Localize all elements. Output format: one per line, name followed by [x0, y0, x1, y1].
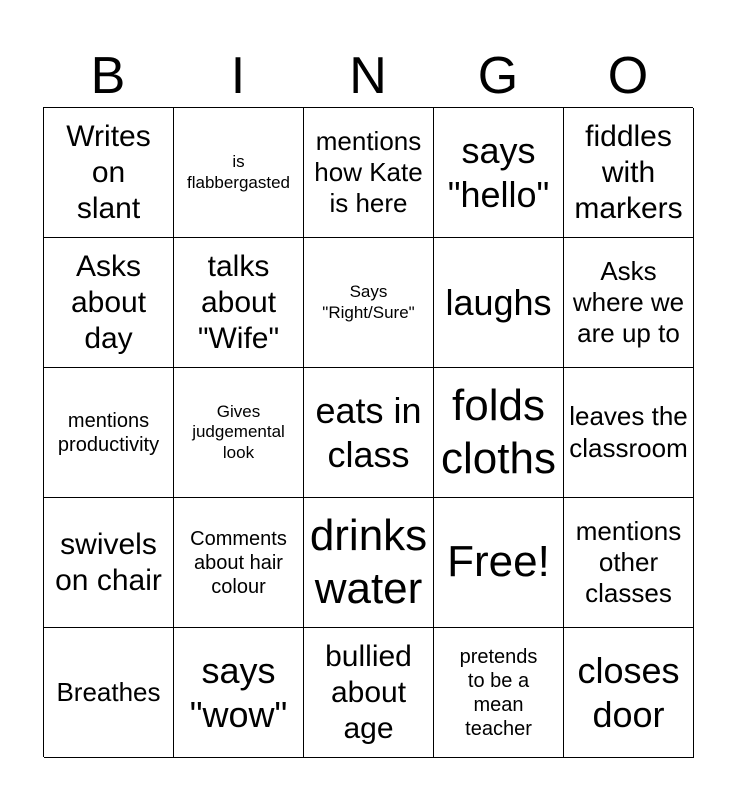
- header-letter-n: N: [349, 47, 387, 105]
- bingo-cell-r1c3[interactable]: [304, 108, 434, 238]
- cell-label: closes door: [577, 650, 680, 735]
- cell-label: swivels on chair: [55, 527, 162, 597]
- bingo-cell-r4c2[interactable]: [174, 498, 304, 628]
- bingo-cell-r2c4[interactable]: [434, 238, 564, 368]
- bingo-cell-r4c3[interactable]: [304, 498, 434, 628]
- bingo-cell-r5c1[interactable]: [44, 628, 174, 758]
- header-letter-g: G: [477, 47, 519, 105]
- cell-label: mentions how Kate is here: [314, 125, 423, 219]
- cell-label: bullied about age: [325, 639, 412, 745]
- header-letter-b: B: [90, 47, 126, 105]
- cell-label: leaves the classroom: [569, 401, 688, 463]
- bingo-cell-r3c3[interactable]: [304, 368, 434, 498]
- bingo-cell-r1c1[interactable]: [44, 108, 174, 238]
- cell-label: Writes on slant: [66, 119, 151, 225]
- cell-label: drinks water: [309, 510, 428, 613]
- cell-label: laughs: [445, 281, 552, 323]
- cell-label: Asks about day: [70, 249, 147, 355]
- bingo-cell-r2c2[interactable]: [174, 238, 304, 368]
- bingo-cell-r2c3[interactable]: [304, 238, 434, 368]
- cell-label: Breathes: [56, 676, 161, 707]
- cell-label: says "hello": [447, 130, 550, 215]
- bingo-cell-r5c3[interactable]: [304, 628, 434, 758]
- bingo-cell-r3c2[interactable]: [174, 368, 304, 498]
- bingo-cell-r4c5[interactable]: [564, 498, 694, 628]
- cell-label: eats in class: [315, 390, 422, 475]
- bingo-cell-r2c5[interactable]: [564, 238, 694, 368]
- header-letter-i: I: [230, 47, 246, 105]
- bingo-cell-r1c2[interactable]: [174, 108, 304, 238]
- bingo-cell-r3c4[interactable]: [434, 368, 564, 498]
- bingo-cell-r1c4[interactable]: [434, 108, 564, 238]
- cell-label: mentions productivity: [57, 409, 160, 456]
- bingo-cell-r5c2[interactable]: [174, 628, 304, 758]
- bingo-cell-r4c1[interactable]: [44, 498, 174, 628]
- cell-label: Says "Right/Sure": [322, 282, 415, 322]
- cell-label: Free!: [447, 537, 550, 587]
- bingo-cell-r3c5[interactable]: [564, 368, 694, 498]
- cell-label: mentions other classes: [575, 515, 682, 609]
- bingo-board: [43, 107, 693, 757]
- cell-label: folds cloths: [441, 380, 556, 483]
- cell-label: talks about "Wife": [197, 249, 280, 355]
- cell-label: Gives judgemental look: [192, 401, 285, 462]
- bingo-cell-r5c4[interactable]: [434, 628, 564, 758]
- cell-label: pretends to be a mean teacher: [459, 645, 538, 740]
- header-letter-o: O: [607, 47, 649, 105]
- bingo-cell-r2c1[interactable]: [44, 238, 174, 368]
- cell-label: Comments about hair colour: [190, 527, 287, 598]
- bingo-cell-r5c5[interactable]: [564, 628, 694, 758]
- bingo-cell-r3c1[interactable]: [44, 368, 174, 498]
- cell-label: Asks where we are up to: [572, 255, 685, 349]
- bingo-cell-r1c5[interactable]: [564, 108, 694, 238]
- cell-label: fiddles with markers: [574, 119, 683, 225]
- cell-label: is flabbergasted: [186, 152, 291, 192]
- cell-label: says "wow": [189, 650, 288, 735]
- bingo-header: [43, 44, 693, 108]
- bingo-cell-r4c4[interactable]: [434, 498, 564, 628]
